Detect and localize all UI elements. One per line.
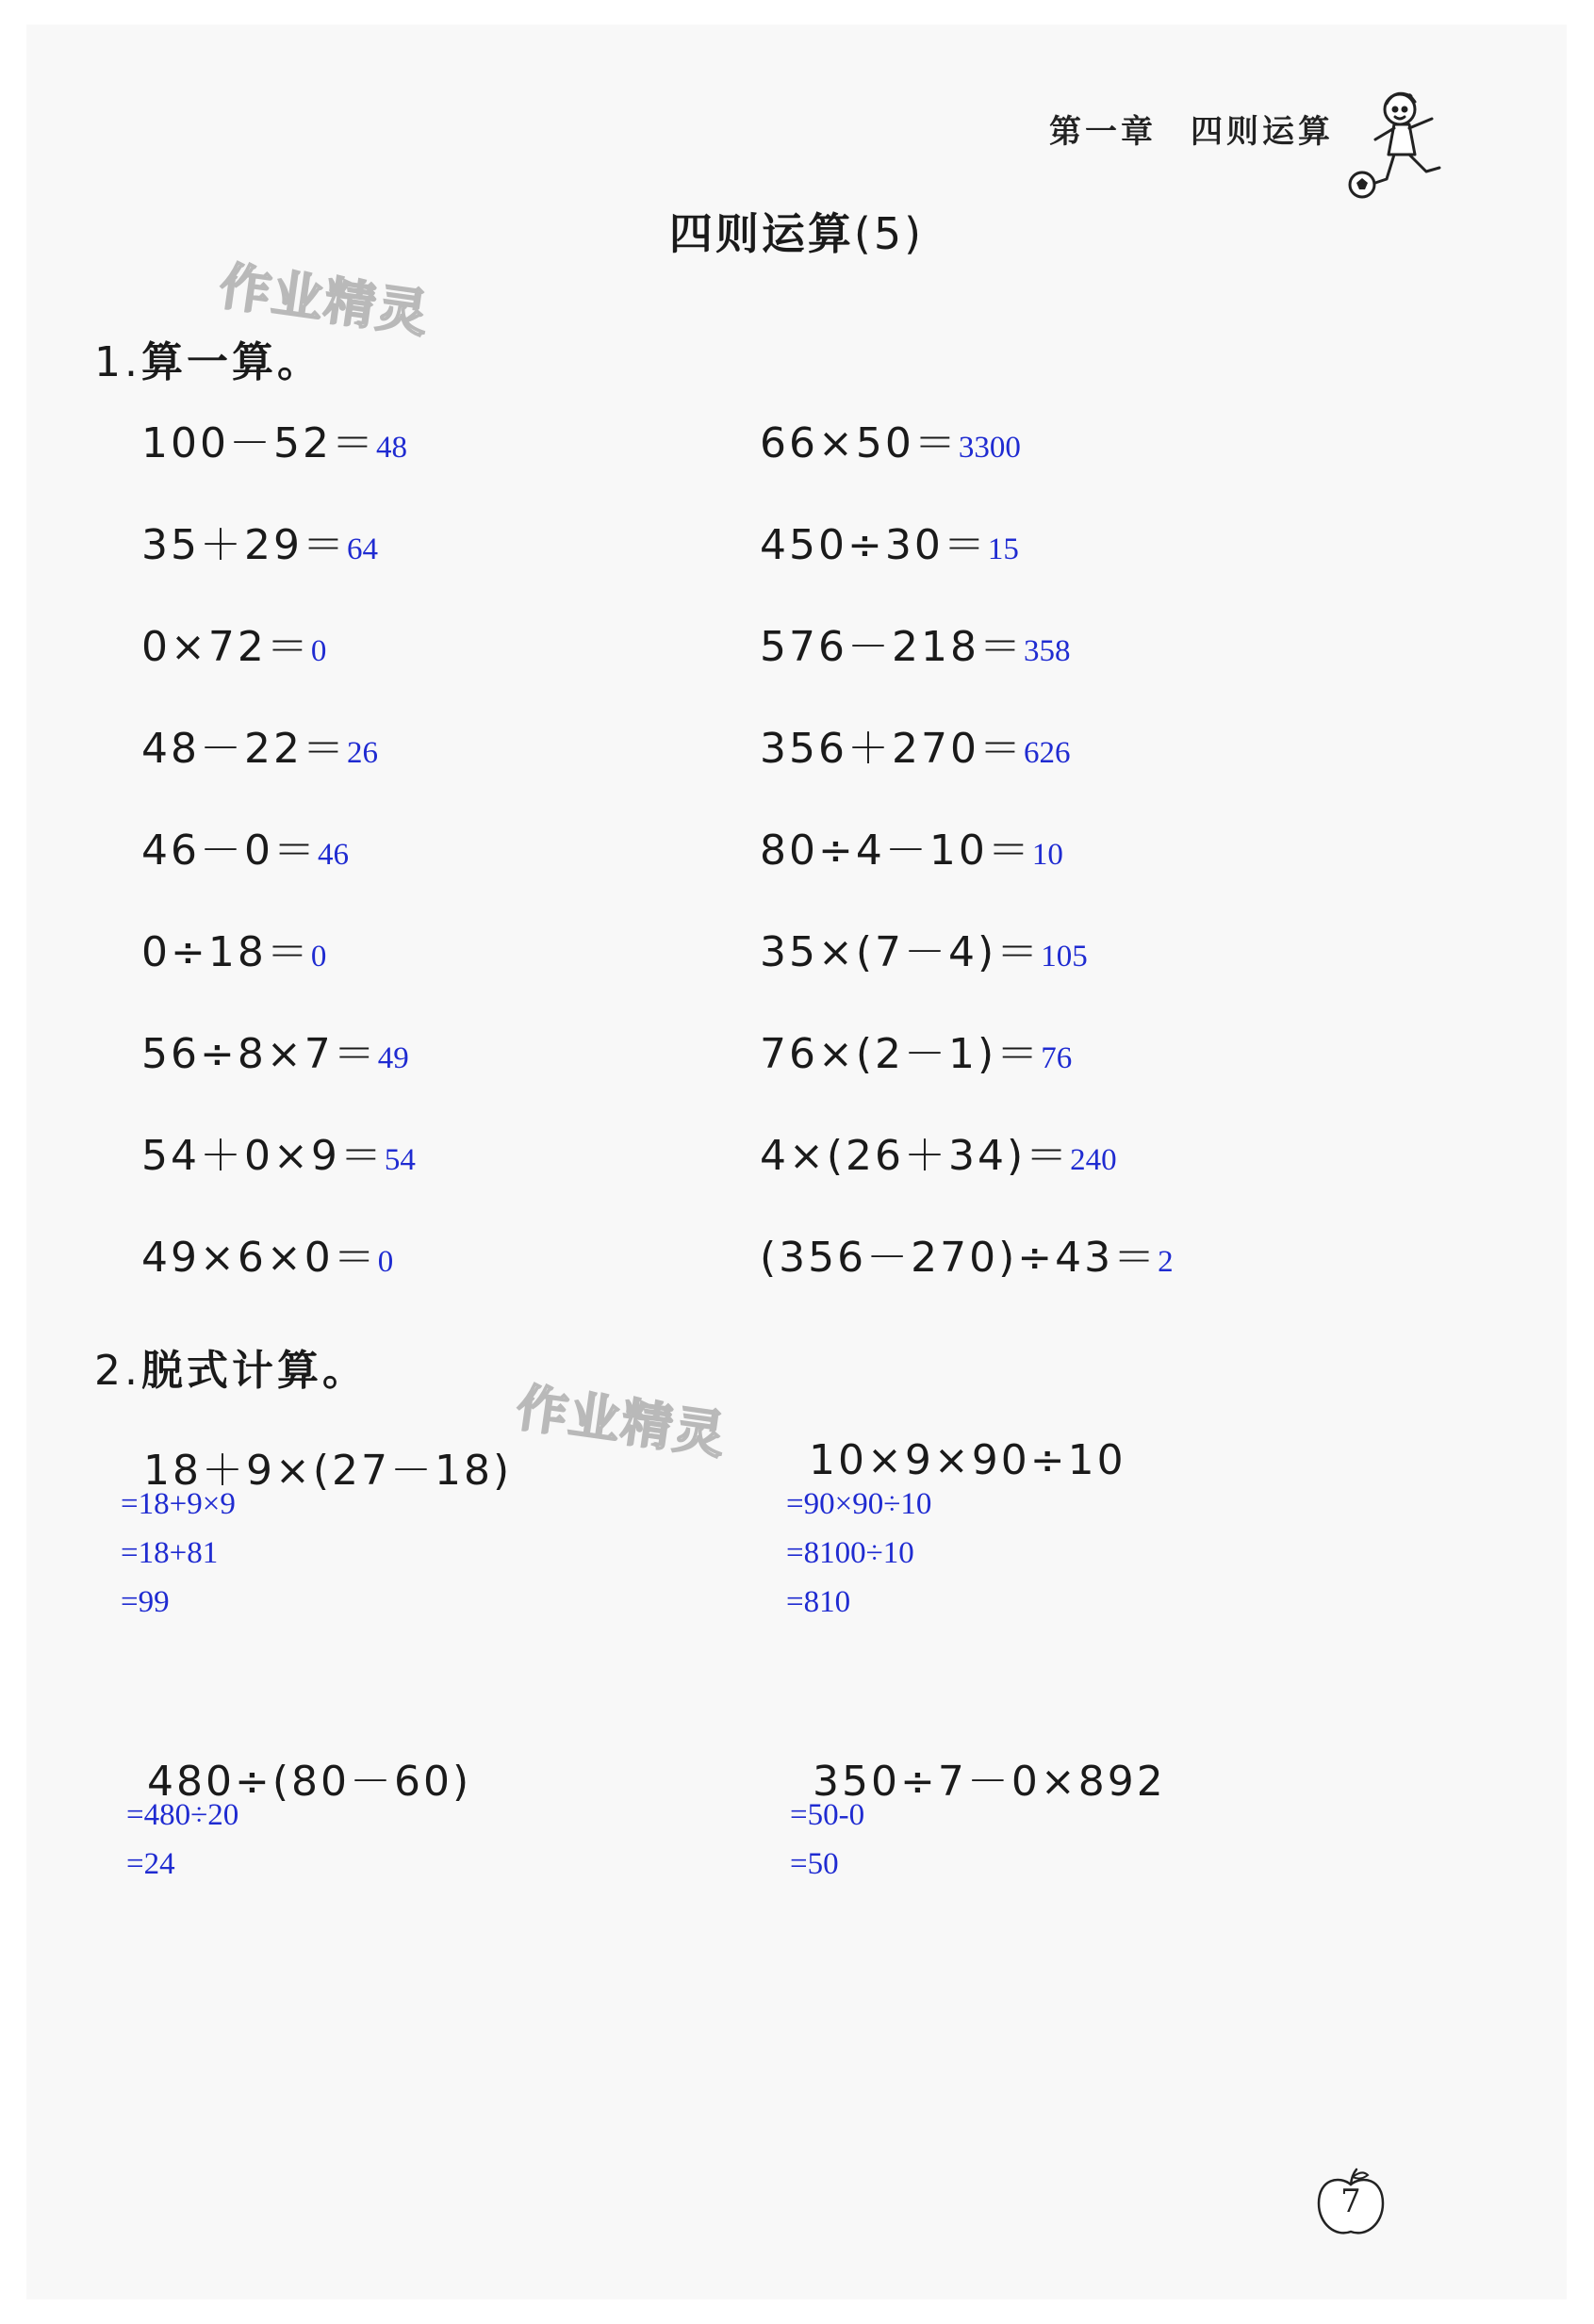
- oral-problem: [141, 827, 349, 878]
- calc-expression: 10×9×90÷10: [809, 1436, 1126, 1484]
- problem-expression: (356－270)÷43＝: [760, 1234, 1159, 1282]
- section-2-label: 脱式计算。: [140, 1347, 368, 1395]
- page-number: 7: [1340, 2183, 1361, 2220]
- chapter-header: [1049, 106, 1334, 152]
- calc-step: =50-0: [790, 1798, 865, 1832]
- oral-problem: [760, 522, 1019, 573]
- handwritten-answer: 54: [384, 1143, 416, 1177]
- workbook-page: [26, 25, 1567, 2299]
- watermark: 作业精灵: [513, 1377, 731, 1466]
- handwritten-answer: 15: [987, 532, 1019, 566]
- handwritten-answer: 10: [1031, 838, 1063, 872]
- calc-step: =99: [121, 1585, 170, 1619]
- oral-problem: [760, 1235, 1174, 1285]
- calc-step: =50: [790, 1847, 839, 1881]
- oral-problem: [760, 1031, 1072, 1082]
- problem-expression: 48－22＝: [141, 725, 347, 773]
- problem-expression: 4×(26＋34)＝: [760, 1132, 1071, 1180]
- calc-step: =8100÷10: [786, 1536, 914, 1570]
- problem-expression: 56÷8×7＝: [141, 1030, 378, 1078]
- problem-expression: 0×72＝: [141, 623, 311, 671]
- handwritten-answer: 46: [317, 838, 349, 872]
- soccer-boy-icon: [1341, 81, 1464, 204]
- handwritten-answer: 105: [1041, 940, 1088, 974]
- watermark: 作业精灵: [216, 255, 434, 345]
- oral-problem: [760, 624, 1070, 675]
- oral-problem: [760, 420, 1021, 471]
- calc-expression: 480÷(80－60): [147, 1758, 472, 1806]
- handwritten-answer: 0: [377, 1245, 394, 1279]
- oral-problem: [760, 1133, 1117, 1184]
- oral-problem: [760, 929, 1088, 980]
- section-2-title: [94, 1336, 368, 1397]
- page-title-index: (5): [853, 208, 925, 259]
- calc-step: =480÷20: [126, 1798, 239, 1832]
- handwritten-answer: 626: [1023, 736, 1071, 770]
- handwritten-answer: 48: [375, 431, 407, 465]
- calc-expression: 18＋9×(27－18): [143, 1447, 513, 1495]
- chapter-label: 第一章: [1049, 113, 1157, 151]
- calc-expression: 350÷7－0×892: [813, 1758, 1166, 1806]
- handwritten-answer: 76: [1041, 1041, 1073, 1075]
- problem-expression: 35×(7－4)＝: [760, 928, 1042, 976]
- handwritten-answer: 358: [1023, 634, 1071, 668]
- handwritten-answer: 0: [310, 940, 327, 974]
- section-1-title: [94, 328, 322, 388]
- problem-expression: 80÷4－10＝: [760, 826, 1032, 875]
- problem-expression: 76×(2－1)＝: [760, 1030, 1042, 1078]
- problem-expression: 35＋29＝: [141, 521, 347, 569]
- oral-problem: [141, 420, 407, 471]
- section-1-label: 算一算。: [140, 338, 322, 386]
- oral-problem: [760, 726, 1070, 777]
- page-number-badge: [1313, 2166, 1389, 2241]
- calc-step: =24: [126, 1847, 175, 1881]
- section-2-number: 2.: [94, 1347, 141, 1395]
- problem-expression: 46－0＝: [141, 826, 318, 875]
- oral-problem: [141, 726, 378, 777]
- section-1-number: 1.: [94, 338, 141, 386]
- oral-problem: [141, 624, 326, 675]
- oral-problem: [141, 1235, 393, 1285]
- handwritten-answer: 26: [346, 736, 378, 770]
- calc-step: =90×90÷10: [786, 1487, 932, 1521]
- calc-step: =18+9×9: [121, 1487, 236, 1521]
- calc-step: =810: [786, 1585, 851, 1619]
- problem-expression: 54＋0×9＝: [141, 1132, 385, 1180]
- handwritten-answer: 240: [1070, 1143, 1117, 1177]
- oral-problem: [141, 929, 326, 980]
- problem-expression: 356＋270＝: [760, 725, 1024, 773]
- handwritten-answer: 3300: [958, 431, 1021, 465]
- oral-problem: [141, 1133, 416, 1184]
- problem-expression: 49×6×0＝: [141, 1234, 378, 1282]
- problem-expression: 576－218＝: [760, 623, 1024, 671]
- page-title-text: 四则运算: [668, 208, 854, 259]
- oral-problem: [760, 827, 1063, 878]
- calc-step: =18+81: [121, 1536, 219, 1570]
- problem-expression: 450÷30＝: [760, 521, 988, 569]
- handwritten-answer: 2: [1158, 1245, 1174, 1279]
- oral-problem: [141, 522, 378, 573]
- handwritten-answer: 0: [310, 634, 327, 668]
- handwritten-answer: 49: [377, 1041, 409, 1075]
- chapter-topic: 四则运算: [1191, 113, 1334, 151]
- handwritten-answer: 64: [346, 532, 378, 566]
- oral-problem: [141, 1031, 409, 1082]
- problem-expression: 66×50＝: [760, 419, 959, 467]
- problem-expression: 0÷18＝: [141, 928, 311, 976]
- problem-expression: 100－52＝: [141, 419, 376, 467]
